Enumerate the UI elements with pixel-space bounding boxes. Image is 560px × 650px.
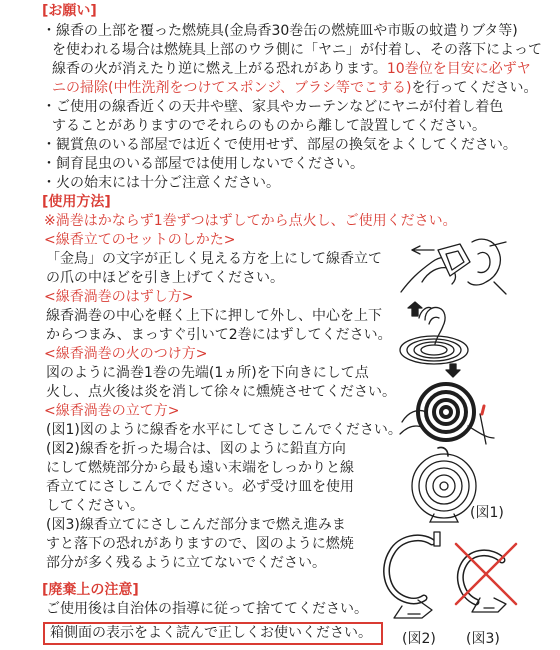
coil-lighting-illustration bbox=[398, 378, 498, 446]
figure3-illustration bbox=[450, 540, 522, 622]
notice-bullet2-line1: ・ご使用の線香近くの天井や壁、家具やカーテンなどにヤニが付着し着色 bbox=[42, 99, 504, 115]
set-line1: 「金鳥」の文字が正しく見える方を上にして線香立て bbox=[46, 251, 382, 267]
notice-bullet2-line2: することがありますのでそれらのものから離して設置してください。 bbox=[52, 118, 486, 134]
light-title: <線香渦巻の火のつけ方> bbox=[44, 346, 208, 362]
stand-line3: にして燃焼部分から最も遠い末端をしっかりと線 bbox=[46, 460, 354, 476]
remove-line1: 線香渦巻の中心を軽く上下に押して外し、中心を上下 bbox=[46, 308, 382, 324]
usage-warning: ※渦巻はかならず1巻ずつはずしてから点火し、ご使用ください。 bbox=[44, 213, 457, 229]
stand-line2: (図2)線香を折った場合は、図のように鉛直方向 bbox=[46, 441, 346, 457]
stand-line6: (図3)線香立てにさしこんだ部分まで燃え進みま bbox=[46, 517, 346, 533]
set-title: <線香立てのセットのしかた> bbox=[44, 232, 236, 248]
figure2-label: (図2) bbox=[402, 631, 436, 647]
boxed-warning: 箱側面の表示をよく読んで正しくお使いください。 bbox=[50, 625, 372, 641]
coil-outline bbox=[412, 454, 476, 518]
flame-icon bbox=[482, 406, 484, 414]
notice-bullet1-line3: 線香の火が消えたり逆に燃え上がる恐れがあります。10巻位を目安に必ずヤ bbox=[52, 61, 531, 77]
light-line1: 図のように渦巻1巻の先端(1ヵ所)を下向きにして点 bbox=[46, 365, 369, 381]
down-arrow-icon bbox=[446, 364, 460, 377]
stand-line4: 香立てにさしこんでください。必ず受け皿を使用 bbox=[46, 479, 354, 495]
notice-bullet4: ・飼育昆虫のいる部屋では使用しないでください。 bbox=[42, 156, 364, 172]
notice-bullet3: ・観賞魚のいる部屋では近くで使用せず、部屋の換気をよくしてください。 bbox=[42, 137, 517, 153]
notice-bullet5: ・火の始末には十分ご注意ください。 bbox=[42, 175, 280, 191]
figure3-label: (図3) bbox=[466, 631, 500, 647]
stand-title: <線香渦巻の立て方> bbox=[44, 403, 180, 419]
notice-bullet1-line1: ・線香の上部を覆った燃焼具(金鳥香30巻缶の燃焼皿や市販の蚊遣りブタ等) bbox=[42, 23, 518, 39]
disposal-header: [廃棄上の注意] bbox=[42, 582, 139, 598]
disposal-text: ご使用後は自治体の指導に従って捨ててください。 bbox=[46, 601, 368, 617]
notice-header: [お願い] bbox=[42, 3, 97, 19]
light-line2: 火し、点火後は炎を消して徐々に燻焼させてください。 bbox=[46, 384, 396, 400]
stand-line1: (図1)図のように線香を水平にしてさしこんでください。 bbox=[46, 422, 402, 438]
stand-line7: すと落下の恐れがありますので、図のように燃焼 bbox=[46, 536, 354, 552]
set-line2: の爪の中ほどを引き上げてください。 bbox=[46, 270, 284, 286]
coil-separation-illustration bbox=[395, 300, 473, 378]
notice-bullet1-line2: を使われる場合は燃焼具上部のウラ側に「ヤニ」が付着し、その落下によって bbox=[52, 42, 542, 58]
holder-setup-illustration bbox=[398, 232, 510, 298]
notice-bullet1-line4: ニの掃除(中性洗剤をつけてスポンジ、ブラシ等でこする)を行ってください。 bbox=[52, 80, 538, 96]
stand-line5: してください。 bbox=[46, 498, 144, 514]
remove-title: <線香渦巻のはずし方> bbox=[44, 289, 194, 305]
holder-plate bbox=[438, 244, 470, 276]
stand-line8: 部分が多く残るように立てないでください。 bbox=[46, 555, 326, 571]
remove-line2: からつまみ、まっすぐ引いて2巻にはずしてください。 bbox=[46, 327, 392, 343]
usage-header: [使用方法] bbox=[42, 194, 111, 210]
figure1-label: (図1) bbox=[470, 505, 504, 521]
